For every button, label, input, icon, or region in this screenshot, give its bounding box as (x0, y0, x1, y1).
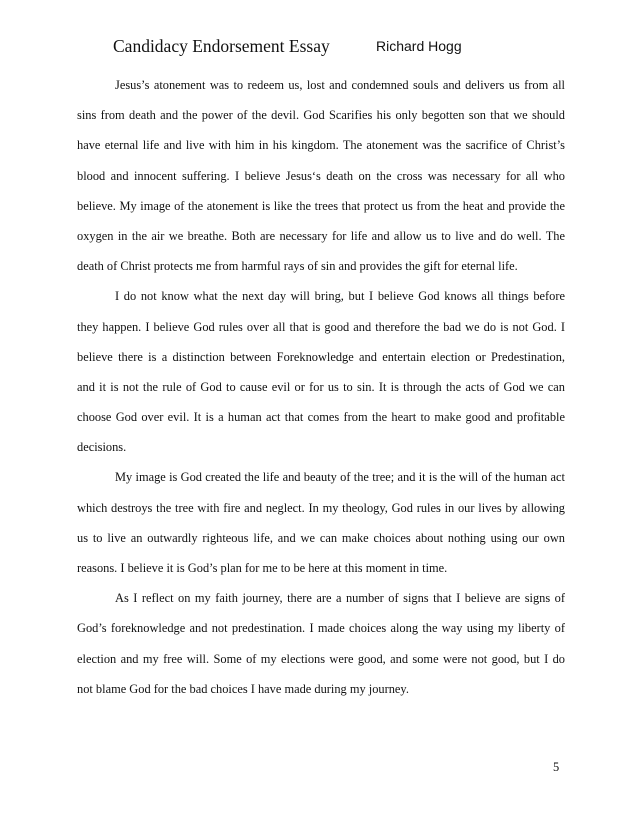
text-line: which destroys the tree with fire and neglect. In my theology, God rules in our lives by allowing (77, 500, 565, 515)
text-line: election and my free will. Some of my elections were good, and some were not good, but I do (77, 651, 565, 666)
text-line: My image is God created the life and beauty of the tree; and it is the will of the human act (115, 470, 565, 485)
text-line: us to live an outwardly righteous life, and we can make choices about nothing using our own (77, 530, 565, 545)
text-line: As I reflect on my faith journey, there are a number of signs that I believe are signs of (115, 591, 565, 606)
text-line: not blame God for the bad choices I have made during my journey. (77, 681, 409, 696)
text-line: God’s foreknowledge and not predestination. I made choices along the way using my liberty of (77, 621, 565, 636)
page-header (113, 36, 573, 60)
text-line: I do not know what the next day will bring, but I believe God knows all things before (115, 289, 565, 304)
text-line: choose God over evil. It is a human act that comes from the heart to make good and profitable (77, 410, 565, 425)
text-line: they happen. I believe God rules over all that is good and therefore the bad we do is not God. I (77, 319, 565, 334)
text-line: Jesus’s atonement was to redeem us, lost and condemned souls and delivers us from all (115, 78, 565, 92)
text-line: believe there is a distinction between Foreknowledge and entertain election or Predestination, (77, 349, 565, 364)
page-number: 5 (553, 760, 560, 774)
text-line: decisions. (77, 440, 127, 455)
text-line: have eternal life and live with him in his kingdom. The atonement was the sacrifice of Christ’s (77, 138, 565, 153)
essay-title: Candidacy Endorsement Essay (113, 36, 330, 56)
essay-body (77, 70, 565, 704)
text-line: sins from death and the power of the devil. God Scarifies his only begotten son that we should (77, 108, 565, 123)
text-line: believe. My image of the atonement is like the trees that protect us from the heat and provide the (77, 198, 565, 213)
text-line: and it is not the rule of God to cause evil or for us to sin. It is through the acts of God we can (77, 379, 565, 394)
text-line: blood and innocent suffering. I believe Jesus‘s death on the cross was necessary for all who (77, 168, 565, 183)
author-name: Richard Hogg (376, 38, 462, 54)
text-line: death of Christ protects me from harmful rays of sin and provides the gift for eternal life. (77, 259, 518, 274)
text-line: reasons. I believe it is God’s plan for me to be here at this moment in time. (77, 561, 448, 575)
text-line: oxygen in the air we breathe. Both are necessary for life and allow us to live and do well. The (77, 228, 565, 243)
